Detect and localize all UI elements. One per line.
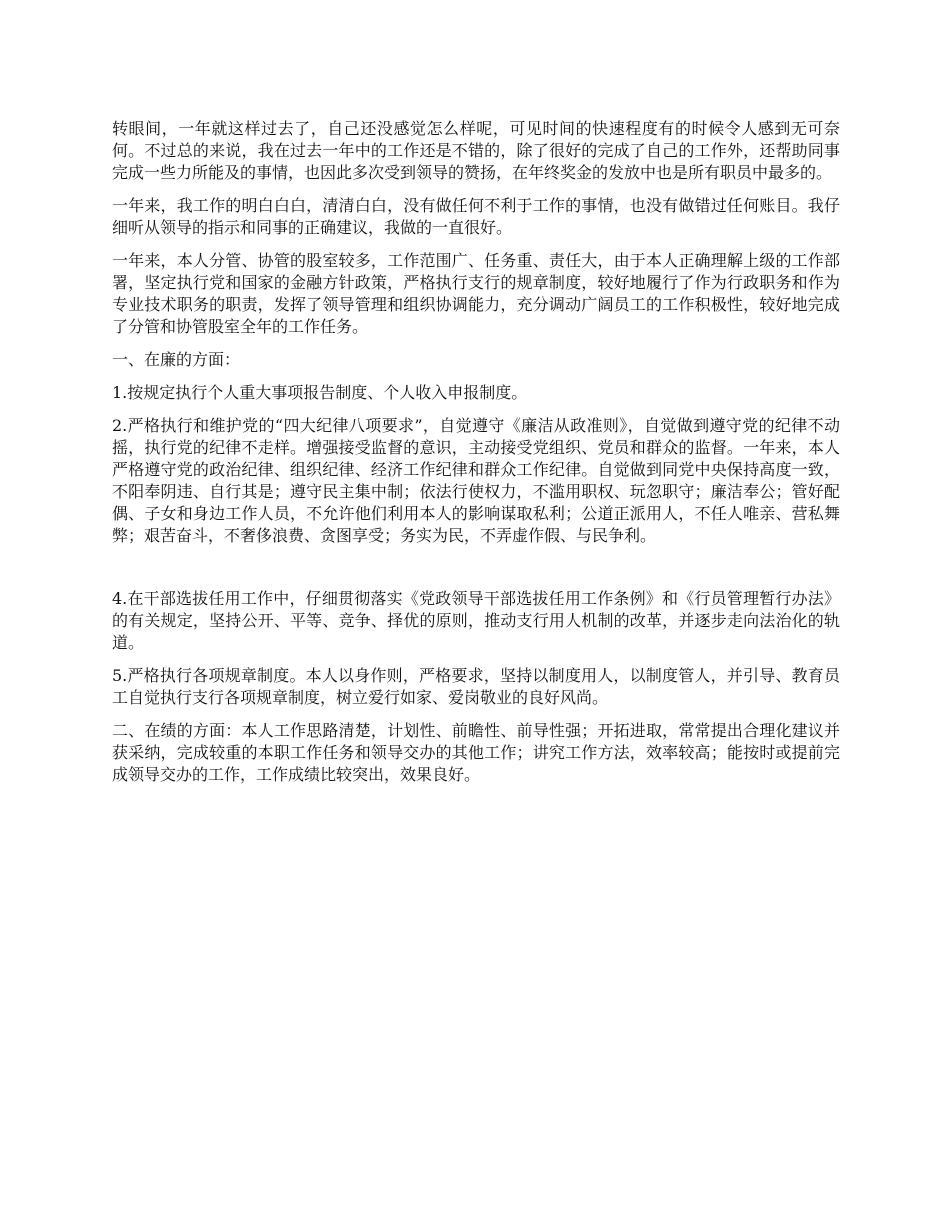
section-heading-integrity: 一、在廉的方面： xyxy=(112,350,241,369)
paragraph-honesty: 一年来，我工作的明白白白，清清白白，没有做任何不利于工作的事情，也没有做错过任何账目。我仔细听从领导的指示和同事的正确建议，我做的一直很好。 xyxy=(112,196,840,237)
list-item-5: 5.严格执行各项规章制度。本人以身作则，严格要求，坚持以制度用人，以制度管人，并引导、教育员工自觉执行支行各项规章制度，树立爱行如家、爱岗敬业的良好风尚。 xyxy=(112,666,840,707)
document-body xyxy=(112,118,840,797)
paragraph-responsibilities: 一年来，本人分管、协管的股室较多，工作范围广、任务重、责任大，由于本人正确理解上级的工作部署，坚定执行党和国家的金融方针政策，严格执行支行的规章制度，较好地履行了作为行政职务和作为专业技术职务的职责，发挥了领导管理和组织协调能力，充分调动广阔员工的工作积极性，较好地完成了分管和协管股室全年的工作任务。 xyxy=(112,251,840,336)
blank-gap xyxy=(112,558,840,588)
list-item-2: 2.严格执行和维护党的“四大纪律八项要求”，自觉遵守《廉洁从政准则》，自觉做到遵守党的纪律不动摇，执行党的纪律不走样。增强接受监督的意识，主动接受党组织、党员和群众的监督。一年来，本人严格遵守党的政治纪律、组织纪律、经济工作纪律和群众工作纪律。自觉做到同党中央保持高度一致，不阳奉阴违、自行其是；遵守民主集中制；依法行使权力，不滥用职权、玩忽职守；廉洁奉公；管好配偶、子女和身边工作人员，不允许他们利用本人的影响谋取私利；公道正派用人，不任人唯亲、营私舞弊；艰苦奋斗，不奢侈浪费、贪图享受；务实为民，不弄虚作假、与民争利。 xyxy=(112,416,840,545)
section-performance: 二、在绩的方面：本人工作思路清楚，计划性、前瞻性、前导性强；开拓进取，常常提出合理化建议并获采纳，完成较重的本职工作任务和领导交办的其他工作；讲究工作方法，效率较高；能按时或提前完成领导交办的工作，工作成绩比较突出，效果良好。 xyxy=(112,721,840,784)
list-item-4: 4.在干部选拔任用工作中，仔细贯彻落实《党政领导干部选拔任用工作条例》和《行员管理暂行办法》的有关规定，坚持公开、平等、竞争、择优的原则，推动支行用人机制的改革，并逐步走向法治化的轨道。 xyxy=(112,589,840,652)
list-item-1: 1.按规定执行个人重大事项报告制度、个人收入申报制度。 xyxy=(112,383,528,402)
paragraph-intro: 转眼间，一年就这样过去了，自己还没感觉怎么样呢，可见时间的快速程度有的时候令人感到无可奈何。不过总的来说，我在过去一年中的工作还是不错的，除了很好的完成了自己的工作外，还帮助同事完成一些力所能及的事情，也因此多次受到领导的赞扬，在年终奖金的发放中也是所有职员中最多的。 xyxy=(112,119,840,182)
